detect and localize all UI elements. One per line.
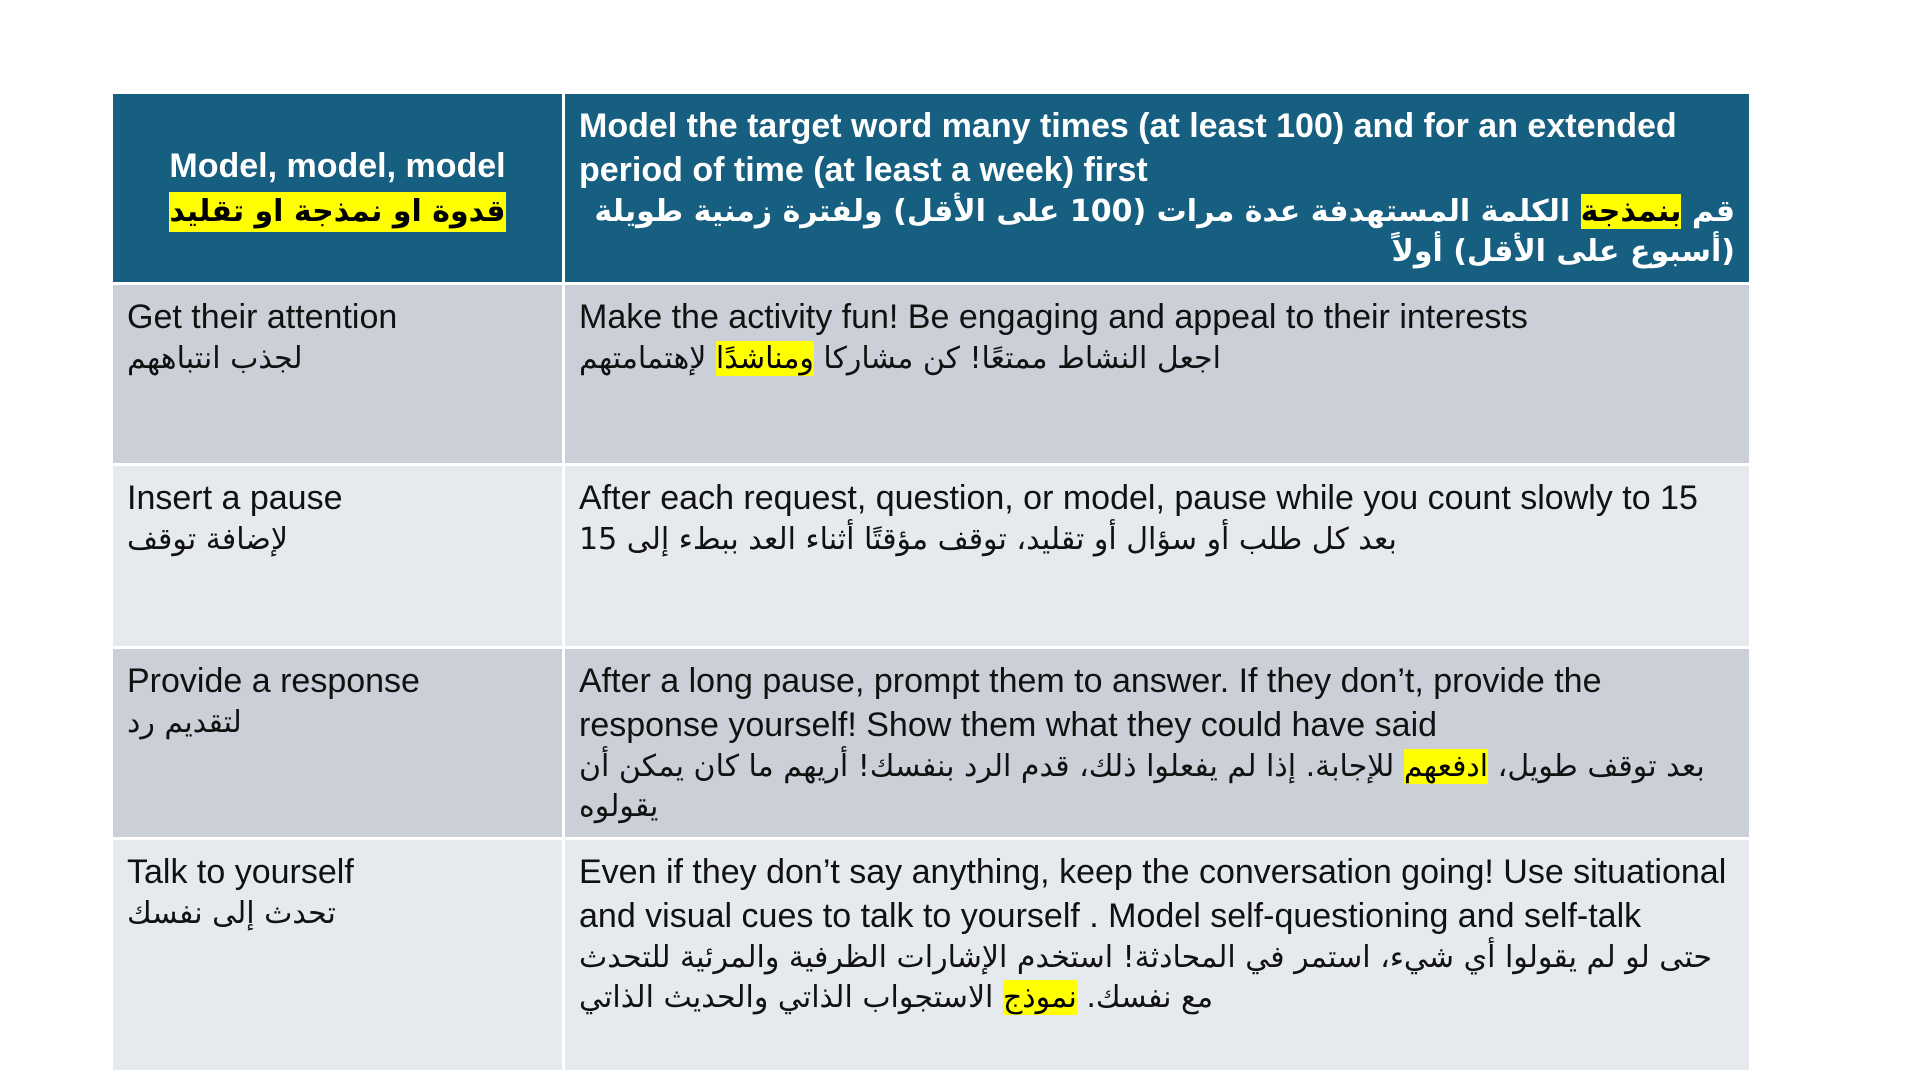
strategy-label-cell: [112, 465, 564, 648]
highlighted-word: بنمذجة: [1580, 194, 1682, 229]
strategy-description: Make the activity fun! Be engaging and appeal to their interests: [579, 298, 1528, 336]
strategy-description: After each request, question, or model, pause while you count slowly to 15: [579, 479, 1698, 517]
strategy-label-arabic: تحدث إلى نفسك: [127, 896, 336, 931]
highlighted-word: ومناشدًا: [715, 341, 814, 376]
table-row: [112, 648, 1751, 839]
arabic-text-part: حتى لو لم يقولوا أي شيء، استمر في المحادثة! استخدم الإشارات الظرفية والمرئية للتحدث مع نفسك.: [579, 940, 1712, 1015]
strategy-description-cell: [564, 839, 1751, 1072]
table-row: [112, 465, 1751, 648]
strategy-label: Insert a pause: [127, 479, 343, 517]
strategy-description-arabic: [579, 520, 1735, 560]
arabic-text-part: للإجابة. إذا لم يفعلوا ذلك، قدم الرد بنفسك! أريهم ما كان يمكن أن يقولوه: [579, 749, 1404, 824]
highlighted-word: ادفعهم: [1403, 749, 1489, 784]
strategy-label: Get their attention: [127, 298, 398, 336]
header-description-arabic: [579, 192, 1735, 272]
arabic-text-part: الاستجواب الذاتي والحديث الذاتي: [579, 980, 1003, 1015]
strategy-label-cell: [112, 648, 564, 839]
header-strategy-title-arabic: قدوة او نمذجة او تقليد: [169, 192, 505, 232]
strategy-description: After a long pause, prompt them to answer. If they don’t, provide the response yourself! Show them what they could have said: [579, 662, 1602, 744]
strategy-description: Even if they don’t say anything, keep the conversation going! Use situational and visual cues to talk to yourself . Model self-questioning and self-talk: [579, 853, 1727, 935]
header-ar-part: قم: [1681, 194, 1735, 229]
table-row: [112, 284, 1751, 465]
header-description-cell: [564, 93, 1751, 284]
arabic-text-part: بعد توقف طويل،: [1488, 749, 1705, 784]
strategy-label-arabic: لإضافة توقف: [127, 522, 288, 557]
strategy-description-arabic: [579, 747, 1735, 827]
strategy-label-cell: [112, 839, 564, 1072]
header-ar-part: الكلمة المستهدفة عدة مرات (100 على الأقل) ولفترة زمنية طويلة (أسبوع على الأقل) أولاً: [594, 194, 1735, 269]
strategy-description-cell: [564, 648, 1751, 839]
strategy-label-arabic: لجذب انتباههم: [127, 341, 303, 376]
arabic-text-part: بعد كل طلب أو سؤال أو تقليد، توقف مؤقتًا أثناء العد ببطء إلى 15: [579, 522, 1397, 557]
strategy-description-arabic: [579, 938, 1735, 1018]
strategy-label-arabic: لتقديم رد: [127, 705, 242, 740]
strategy-description-cell: [564, 465, 1751, 648]
highlighted-word: نموذج: [1002, 980, 1077, 1015]
header-strategy-cell: [112, 93, 564, 284]
header-strategy-title: Model, model, model: [169, 147, 506, 185]
table-header-row: [112, 93, 1751, 284]
strategy-label: Provide a response: [127, 662, 420, 700]
strategy-table: [110, 91, 1752, 1073]
arabic-text-part: لإهتمامتهم: [579, 341, 716, 376]
strategy-description-cell: [564, 284, 1751, 465]
header-description-text: Model the target word many times (at least 100) and for an extended period of time (at least a week) first: [579, 107, 1677, 189]
strategy-label-cell: [112, 284, 564, 465]
table-row: [112, 839, 1751, 1072]
arabic-text-part: اجعل النشاط ممتعًا! كن مشاركا: [813, 341, 1221, 376]
strategy-label: Talk to yourself: [127, 853, 354, 891]
strategy-description-arabic: [579, 339, 1735, 379]
